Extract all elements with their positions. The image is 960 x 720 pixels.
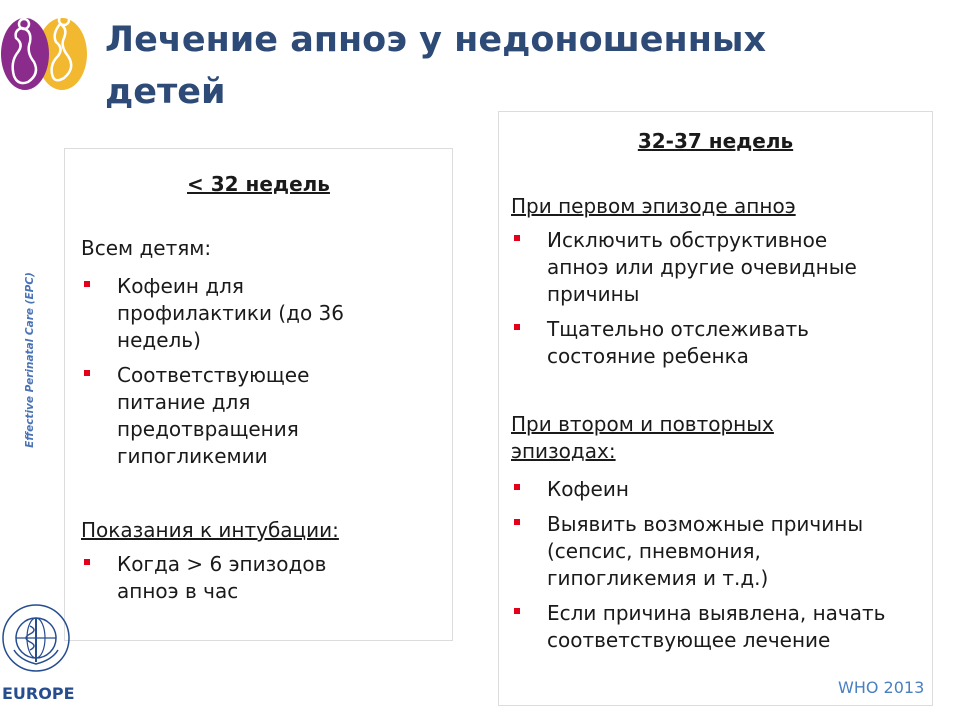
right-subheading-1: При первом эпизоде апноэ	[511, 194, 796, 218]
left-heading: < 32 недель	[187, 172, 330, 196]
list-item: Соответствующее питание для предотвращения гипогликемии	[81, 362, 381, 470]
left-panel	[64, 148, 453, 641]
list-item: Тщательно отслеживать состояние ребенка	[511, 316, 891, 370]
left-list-2	[81, 551, 381, 613]
list-item: Если причина выявлена, начать соответствующее лечение	[511, 600, 891, 654]
source-label: WHO 2013	[838, 678, 925, 697]
list-item: Когда > 6 эпизодов апноэ в час	[81, 551, 381, 605]
side-label: Effective Perinatal Care (EPC)	[24, 272, 36, 448]
epc-logo	[0, 10, 90, 90]
right-list-2	[511, 476, 891, 662]
left-list-1	[81, 273, 381, 478]
right-panel	[498, 111, 933, 706]
who-emblem-icon	[0, 600, 72, 675]
list-item: Выявить возможные причины (сепсис, пневмония, гипогликемия и т.д.)	[511, 511, 891, 592]
right-subheading-2: При втором и повторных эпизодах:	[511, 412, 774, 463]
region-label: EUROPE	[2, 684, 75, 703]
page-title: Лечение апноэ у недоношенных детей	[105, 20, 767, 112]
list-item: Кофеин	[511, 476, 891, 503]
left-subheading-1: Всем детям:	[81, 236, 212, 260]
right-heading: 32-37 недель	[637, 129, 794, 153]
left-subheading-2: Показания к интубации:	[81, 518, 339, 542]
list-item: Исключить обструктивное апноэ или другие очевидные причины	[511, 227, 891, 308]
right-list-1	[511, 227, 891, 378]
list-item: Кофеин для профилактики (до 36 недель)	[81, 273, 381, 354]
